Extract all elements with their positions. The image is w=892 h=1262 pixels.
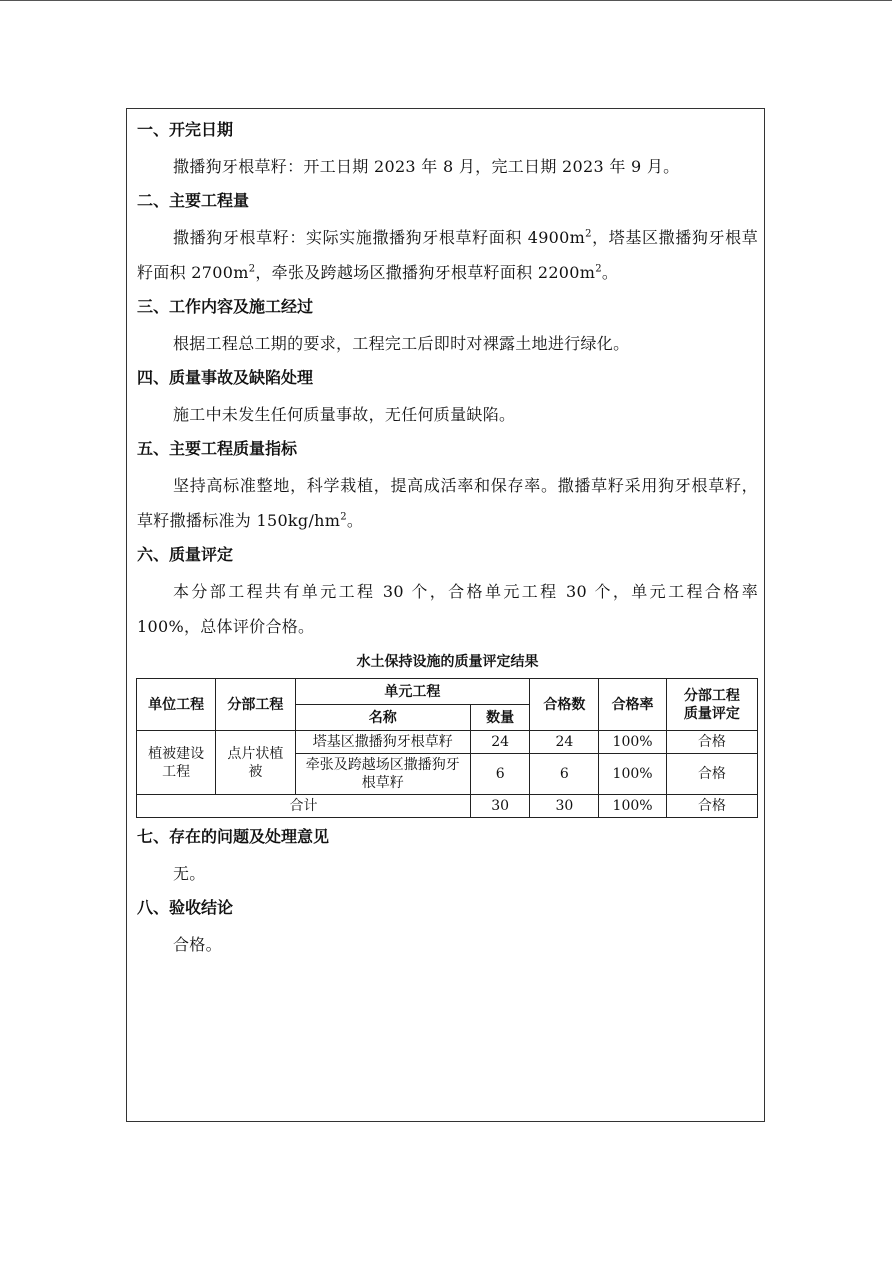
section-paragraph-quantities: 撒播狗牙根草籽：实际实施撒播狗牙根草籽面积 $4900m^2$，塔基区撒播狗牙根草籽面积 $2700m^2$，牵张及跨越场区撒播狗牙根草籽面积 $2200m^2$。 bbox=[137, 228, 758, 282]
cell-quantity: 6 bbox=[471, 754, 530, 795]
cell-total-qualified: 30 bbox=[530, 795, 599, 818]
document-frame bbox=[126, 108, 765, 1122]
header-name: 名称 bbox=[295, 705, 471, 731]
cell-sub-project: 点片状植被 bbox=[216, 731, 295, 795]
cell-quantity: 24 bbox=[471, 731, 530, 754]
cell-qualified: 6 bbox=[530, 754, 599, 795]
quality-table bbox=[136, 678, 758, 818]
section-heading-accidents: 四、质量事故及缺陷处理 bbox=[137, 368, 314, 387]
cell-rating: 合格 bbox=[666, 731, 757, 754]
cell-unit-project: 植被建设工程 bbox=[137, 731, 216, 795]
cell-total-quantity: 30 bbox=[471, 795, 530, 818]
header-quantity: 数量 bbox=[471, 705, 530, 731]
header-quality-rating: 分部工程质量评定 bbox=[666, 679, 757, 731]
table-header-row bbox=[137, 679, 758, 705]
cell-rating: 合格 bbox=[666, 754, 757, 795]
section-paragraph-accidents: 施工中未发生任何质量事故，无任何质量缺陷。 bbox=[173, 405, 516, 424]
section-heading-issues: 七、存在的问题及处理意见 bbox=[137, 827, 330, 846]
section-heading-indicators: 五、主要工程质量指标 bbox=[137, 439, 298, 458]
section-paragraph-indicators: 坚持高标准整地，科学栽植，提高成活率和保存率。撒播草籽采用狗牙根草籽，草籽撒播标准为 $150kg/hm^2$。 bbox=[137, 476, 758, 530]
section-heading-conclusion: 八、验收结论 bbox=[137, 898, 234, 917]
table-caption: 水土保持设施的质量评定结果 bbox=[356, 654, 539, 670]
document-content bbox=[137, 113, 758, 962]
cell-rate: 100% bbox=[599, 754, 666, 795]
header-qualified-count: 合格数 bbox=[530, 679, 599, 731]
cell-total-label: 合计 bbox=[137, 795, 471, 818]
cell-total-rating: 合格 bbox=[666, 795, 757, 818]
table-row bbox=[137, 731, 758, 754]
section-paragraph-work: 根据工程总工期的要求，工程完工后即时对裸露土地进行绿化。 bbox=[173, 334, 630, 353]
cell-name: 塔基区撒播狗牙根草籽 bbox=[295, 731, 471, 754]
cell-rate: 100% bbox=[599, 731, 666, 754]
table-total-row bbox=[137, 795, 758, 818]
header-sub-project: 分部工程 bbox=[216, 679, 295, 731]
section-heading-evaluation: 六、质量评定 bbox=[137, 545, 234, 564]
header-qualified-rate: 合格率 bbox=[599, 679, 666, 731]
section-heading-quantities: 二、主要工程量 bbox=[137, 191, 250, 210]
cell-total-rate: 100% bbox=[599, 795, 666, 818]
section-heading-work: 三、工作内容及施工经过 bbox=[137, 297, 314, 316]
cell-name: 牵张及跨越场区撒播狗牙根草籽 bbox=[295, 754, 471, 795]
section-heading-dates: 一、开完日期 bbox=[137, 120, 234, 139]
header-unit-project: 单位工程 bbox=[137, 679, 216, 731]
top-border-line bbox=[0, 0, 892, 1]
section-paragraph-evaluation: 本分部工程共有单元工程 30 个，合格单元工程 30 个，单元工程合格率 100%，总体评价合格。 bbox=[137, 582, 758, 636]
header-element-project: 单元工程 bbox=[295, 679, 530, 705]
section-paragraph-issues: 无。 bbox=[173, 864, 206, 883]
cell-qualified: 24 bbox=[530, 731, 599, 754]
section-paragraph-conclusion: 合格。 bbox=[173, 935, 222, 954]
section-paragraph-dates: 撒播狗牙根草籽：开工日期 2023 年 8 月，完工日期 2023 年 9 月。 bbox=[173, 157, 680, 176]
